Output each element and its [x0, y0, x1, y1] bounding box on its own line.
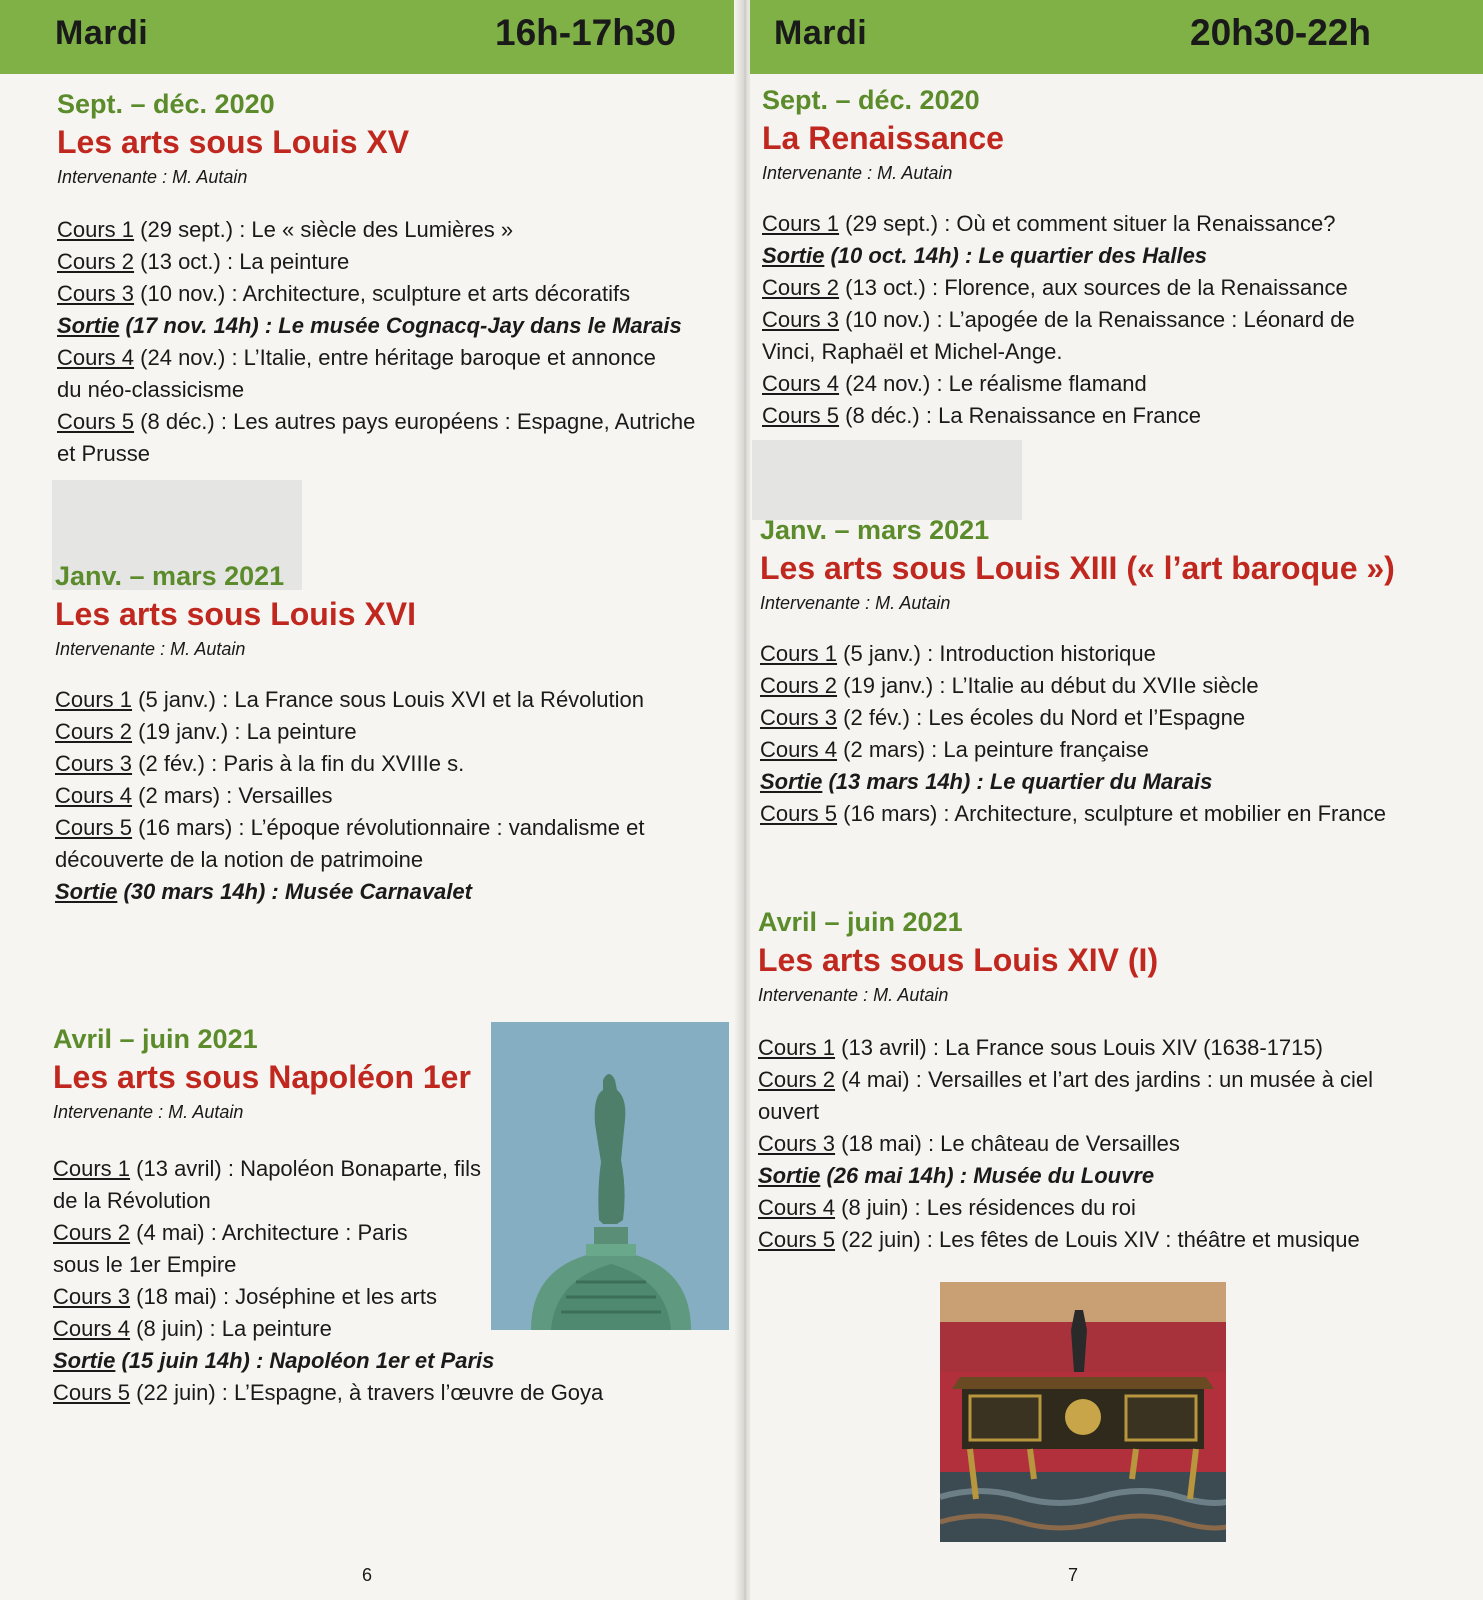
outing-line: Sortie (26 mai 14h) : Musée du Louvre — [758, 1163, 1155, 1188]
course-line: Cours 4 (2 mars) : Versailles — [55, 783, 333, 808]
page-number: 7 — [1068, 1565, 1079, 1585]
outing-line: Sortie (10 oct. 14h) : Le quartier des Halles — [762, 243, 1208, 268]
course-line: Cours 2 (19 janv.) : L’Italie au début du XVIIe siècle — [760, 673, 1259, 698]
section-speaker: Intervenante : M. Autain — [57, 167, 248, 187]
section-speaker: Intervenante : M. Autain — [55, 639, 246, 659]
course-line: Cours 5 (16 mars) : L’époque révolutionnaire : vandalisme et découverte de la notion de patrimoine — [55, 815, 645, 872]
course-line: Cours 1 (29 sept.) : Le « siècle des Lumières » — [57, 217, 514, 242]
vendome-column-photo — [491, 1022, 729, 1330]
show-through-shadow — [752, 440, 1022, 520]
section-period: Avril – juin 2021 — [758, 907, 963, 937]
right-header-bar — [750, 0, 1483, 74]
left-section-2 — [55, 560, 725, 908]
course-line: Cours 4 (24 nov.) : L’Italie, entre héritage baroque et annonce du néo-classicisme — [57, 345, 656, 402]
course-line: Cours 3 (2 fév.) : Paris à la fin du XVIIIe s. — [55, 751, 465, 776]
right-section-1 — [762, 84, 1452, 432]
course-line: Cours 3 (10 nov.) : L’apogée de la Renaissance : Léonard de Vinci, Raphaël et Michel-Ange. — [762, 307, 1355, 364]
left-header-bar — [0, 0, 742, 74]
desk-illustration — [940, 1282, 1226, 1542]
outing-line: Sortie (15 juin 14h) : Napoléon 1er et Paris — [53, 1348, 495, 1373]
course-line: Cours 1 (29 sept.) : Où et comment situer la Renaissance? — [762, 211, 1336, 236]
section-speaker: Intervenante : M. Autain — [758, 985, 949, 1005]
course-line: Cours 1 (5 janv.) : La France sous Louis XVI et la Révolution — [55, 687, 645, 712]
right-day-label: Mardi — [774, 14, 868, 52]
right-page — [750, 0, 1483, 1600]
course-line: Cours 5 (16 mars) : Architecture, sculpture et mobilier en France — [760, 801, 1387, 826]
section-title: Les arts sous Napoléon 1er — [53, 1059, 471, 1095]
statue-illustration — [491, 1022, 729, 1330]
section-speaker: Intervenante : M. Autain — [762, 163, 953, 183]
course-line: Cours 4 (8 juin) : La peinture — [53, 1316, 332, 1341]
course-line: Cours 3 (2 fév.) : Les écoles du Nord et l’Espagne — [760, 705, 1246, 730]
course-line: Cours 4 (8 juin) : Les résidences du roi — [758, 1195, 1136, 1220]
section-title: Les arts sous Louis XV — [57, 124, 410, 160]
course-line: Cours 5 (8 déc.) : La Renaissance en France — [762, 403, 1202, 428]
course-line: Cours 5 (8 déc.) : Les autres pays européens : Espagne, Autriche et Prusse — [57, 409, 696, 466]
right-section-3 — [758, 906, 1463, 1256]
section-speaker: Intervenante : M. Autain — [53, 1102, 244, 1122]
course-line: Cours 2 (13 oct.) : Florence, aux sources de la Renaissance — [762, 275, 1348, 300]
course-line: Cours 4 (2 mars) : La peinture française — [760, 737, 1149, 762]
course-line: Cours 5 (22 juin) : Les fêtes de Louis XIV : théâtre et musique — [758, 1227, 1360, 1252]
course-line: Cours 2 (13 oct.) : La peinture — [57, 249, 350, 274]
louis-xiv-desk-photo — [940, 1282, 1226, 1542]
section-title: Les arts sous Louis XIV (I) — [758, 942, 1159, 978]
right-time-label: 20h30-22h — [1190, 12, 1371, 53]
section-speaker: Intervenante : M. Autain — [760, 593, 951, 613]
course-line: Cours 1 (13 avril) : La France sous Louis XIV (1638-1715) — [758, 1035, 1323, 1060]
course-line: Cours 2 (4 mai) : Versailles et l’art des jardins : un musée à ciel ouvert — [758, 1067, 1374, 1124]
course-line: Cours 1 (5 janv.) : Introduction historique — [760, 641, 1156, 666]
section-period: Janv. – mars 2021 — [760, 515, 990, 545]
course-line: Cours 1 (13 avril) : Napoléon Bonaparte, fils de la Révolution — [53, 1156, 482, 1213]
left-day-label: Mardi — [55, 14, 149, 52]
course-line: Cours 2 (4 mai) : Architecture : Paris sous le 1er Empire — [53, 1220, 408, 1277]
course-line: Cours 3 (18 mai) : Le château de Versailles — [758, 1131, 1180, 1156]
right-section-2 — [760, 514, 1460, 830]
course-line: Cours 2 (19 janv.) : La peinture — [55, 719, 357, 744]
section-period: Avril – juin 2021 — [53, 1024, 258, 1054]
outing-line: Sortie (13 mars 14h) : Le quartier du Marais — [760, 769, 1213, 794]
left-time-label: 16h-17h30 — [495, 12, 676, 53]
course-line: Cours 3 (10 nov.) : Architecture, sculpture et arts décoratifs — [57, 281, 631, 306]
section-title: Les arts sous Louis XVI — [55, 596, 416, 632]
section-period: Sept. – déc. 2020 — [57, 89, 275, 119]
course-line: Cours 3 (18 mai) : Joséphine et les arts — [53, 1284, 437, 1309]
section-title: La Renaissance — [762, 120, 1004, 156]
outing-line: Sortie (17 nov. 14h) : Le musée Cognacq-Jay dans le Marais — [57, 313, 682, 338]
left-section-1 — [57, 88, 727, 470]
section-period: Sept. – déc. 2020 — [762, 85, 980, 115]
course-line: Cours 4 (24 nov.) : Le réalisme flamand — [762, 371, 1147, 396]
page-number: 6 — [362, 1565, 373, 1585]
course-line: Cours 5 (22 juin) : L’Espagne, à travers l’œuvre de Goya — [53, 1380, 604, 1405]
section-title: Les arts sous Louis XIII (« l’art baroque ») — [760, 550, 1395, 586]
section-period: Janv. – mars 2021 — [55, 561, 285, 591]
outing-line: Sortie (30 mars 14h) : Musée Carnavalet — [55, 879, 472, 904]
